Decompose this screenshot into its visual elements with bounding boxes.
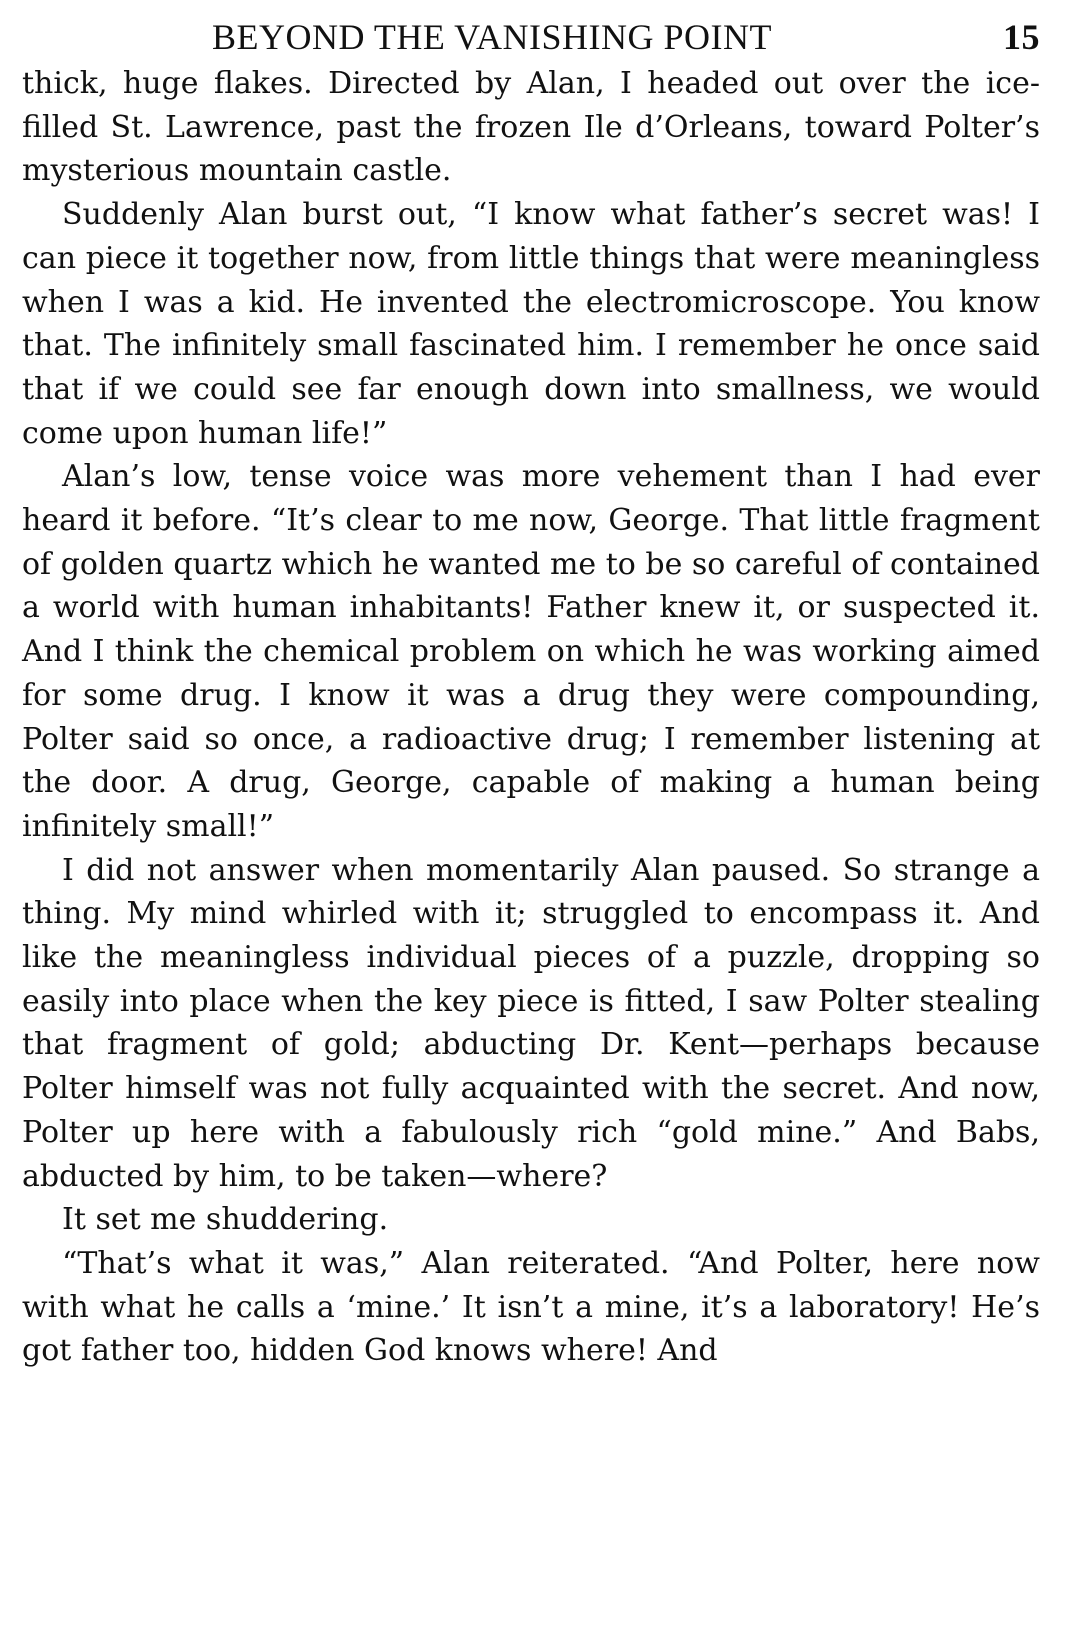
running-title: BEYOND THE VANISHING POINT [212, 17, 773, 57]
paragraph: I did not answer when momentarily Alan paused. So strange a thing. My mind whirled with it; struggled to encompass it. And like the meaningless individual pieces of a puzzle, dropping so easily into place when the key piece is fitted, I saw Polter stealing that fragment of gold; abducting Dr. Kent—perhaps because Polter himself was not fully acquainted with the secret. And now, Polter up here with a fabulously rich “gold mine.” And Babs, abducted by him, to be taken—where? [22, 852, 1040, 1194]
paragraph: Alan’s low, tense voice was more vehement than I had ever heard it before. “It’s clear to me now, George. That little fragment of golden quartz which he wanted me to be so careful of contained a world with human inhabitants! Father knew it, or suspected it. And I think the chemical problem on which he was working aimed for some drug. I know it was a drug they were compounding, Polter said so once, a radioactive drug; I remember listening at the door. A drug, George, capable of making a human being infinitely small!” [22, 459, 1040, 844]
paragraph: It set me shuddering. [62, 1202, 389, 1238]
book-page [22, 10, 1040, 1373]
page-number: 15 [1003, 17, 1040, 57]
paragraph: “That’s what it was,” Alan reiterated. “And Polter, here now with what he calls a ‘mine.’ It isn’t a mine, it’s a laboratory! He’s got father too, hidden God knows where! And [22, 1245, 1040, 1369]
body-text [22, 62, 1040, 1373]
paragraph-continuation: thick, huge flakes. Directed by Alan, I headed out over the ice-filled St. Lawrence, past the frozen Ile d’Orleans, toward Polter’s mysterious mountain castle. [22, 66, 1040, 189]
running-header [22, 10, 1040, 62]
paragraph: Suddenly Alan burst out, “I know what father’s secret was! I can piece it together now, from little things that were meaningless when I was a kid. He invented the electromicroscope. You know that. The infinitely small fascinated him. I remember he once said that if we could see far enough down into smallness, we would come upon human life!” [22, 197, 1040, 451]
